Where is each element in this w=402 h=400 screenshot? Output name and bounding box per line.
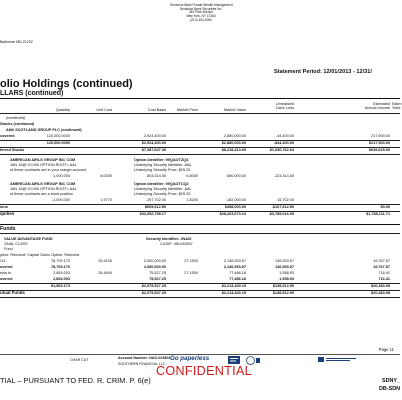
address-line: (212) 454-0000 bbox=[190, 17, 212, 22]
option-detail: JAN 15@ 20.000 OPTION ROOT= AAL bbox=[10, 163, 77, 167]
confidential-stamp: CONFIDENTIAL bbox=[156, 364, 252, 378]
address-line: Deutsche Bank Private Wealth Management bbox=[170, 3, 233, 7]
section-rule bbox=[0, 224, 400, 225]
stocks-continued-label: Stocks (continued) bbox=[0, 122, 35, 126]
col-cost-basis: Cost Basis bbox=[147, 108, 166, 112]
cell-income: $20,483.98 bbox=[370, 291, 390, 295]
footer-small-text: CHAR CUT bbox=[70, 358, 89, 362]
confidentiality-notice: TIAL – PURSUANT TO FED. R. CRIM. P. 6(e) bbox=[0, 376, 151, 385]
brand-logo-icon bbox=[318, 356, 358, 363]
cell-income: 19,767.57 bbox=[373, 259, 390, 263]
cell-unrealized: $1,030,762.64 bbox=[269, 148, 294, 152]
cell-cost-basis: $2,075,527.25 bbox=[141, 284, 166, 288]
option-identifier: Option Identifier: 99QAOTZQ4 bbox=[134, 158, 189, 162]
cell-unit-cost: 1.9770 bbox=[100, 198, 112, 202]
cell-unrealized: $138,912.90 bbox=[272, 284, 294, 288]
dividend-option: ption: Reinvest; Capital Gains Option: Reinvest bbox=[0, 253, 80, 257]
cell-market-value: 77,486.18 bbox=[229, 271, 246, 275]
underlying-identifier: Underlying Security Identifier: AAL bbox=[134, 187, 192, 191]
cell-unrealized: 1,958.93 bbox=[279, 277, 294, 281]
cell-cost-basis: 2,924,400.00 bbox=[143, 134, 166, 138]
underlying-price: Underlying Security Price: $25.25 bbox=[134, 192, 191, 196]
option-detail: JAN 15@ 20.000 OPTION ROOT= AAL bbox=[10, 187, 77, 191]
fund-class: ONAL CLASS bbox=[4, 242, 28, 246]
cell-market-value: $498,000.00 bbox=[224, 205, 246, 209]
address-line: Deutsche Bank Securities Inc. bbox=[179, 6, 223, 11]
subtotal-label: utual Funds bbox=[0, 290, 25, 295]
cell-market-value: 77,486.18 bbox=[229, 277, 246, 281]
cell-market-value: $8,418,410.00 bbox=[221, 148, 246, 152]
cell-cost-basis: $7,387,647.36 bbox=[141, 148, 166, 152]
go-paperless-logo: Go paperless bbox=[170, 355, 210, 362]
option-name: AMERICAN AIRLS GROUP INC COM bbox=[10, 158, 76, 162]
page-number: Page 11 bbox=[378, 347, 394, 352]
subtotal-label: quities bbox=[0, 211, 15, 216]
option-name: AMERICAN AIRLS GROUP INC COM bbox=[10, 182, 76, 186]
cell-unrealized: -123,314.50 bbox=[273, 174, 294, 178]
cell-market-value: $28,263,673.24 bbox=[219, 212, 246, 216]
cell-cost-basis: -197,702.00 bbox=[145, 198, 166, 202]
cell-market-price: 27.1500 bbox=[184, 259, 198, 263]
cell-income: $1,788,111.71 bbox=[366, 212, 390, 216]
row-rule bbox=[0, 211, 400, 212]
custodian-address-block bbox=[170, 4, 232, 23]
advisor-name: SOUTHERN FINANCIAL LLC bbox=[118, 362, 166, 366]
cell-unrealized: -$107,612.50 bbox=[271, 205, 294, 209]
cell-market-price: 1.8200 bbox=[186, 198, 198, 202]
row-label: overed bbox=[0, 277, 13, 281]
client-address-fragment: Baltimore MD 21202 bbox=[0, 40, 33, 44]
account-number: Account Number: NAG-023804 bbox=[118, 356, 171, 360]
cell-income: $20,483.98 bbox=[370, 284, 390, 288]
cell-quantity: -1,000.000 bbox=[51, 198, 70, 202]
cell-quantity: 2,854.003 bbox=[53, 277, 70, 281]
option-detail: of these contracts are in your margin account bbox=[10, 168, 86, 172]
col-quantity: Quantity bbox=[55, 108, 70, 112]
cell-income: 217,500.00 bbox=[370, 134, 390, 138]
option-identifier: Option Identifier: 99QAOTCQ2 bbox=[134, 182, 189, 186]
cell-cost-basis: 2,000,000.00 bbox=[143, 265, 166, 269]
col-unrealized: Unrealized Gain/ Loss bbox=[275, 102, 294, 111]
subtotal-label: ferred Stocks bbox=[0, 148, 25, 152]
cell-market-value: -182,000.00 bbox=[225, 198, 246, 202]
cell-unrealized: $138,912.90 bbox=[272, 291, 294, 295]
cell-unrealized: -44,400.00 bbox=[275, 134, 294, 138]
address-line: New York, NY 10154 bbox=[186, 14, 216, 19]
cell-market-value: $2,880,000.00 bbox=[221, 141, 246, 145]
fund-name: VALUE ADVANTAGE FUND bbox=[4, 237, 53, 241]
row-label: overed bbox=[0, 265, 13, 269]
col-market-value: Market Value bbox=[223, 108, 246, 112]
bates-number: SDNY_ bbox=[382, 378, 400, 384]
cell-unrealized: 1,958.93 bbox=[279, 271, 294, 275]
cell-unrealized: -$44,400.00 bbox=[273, 141, 294, 145]
cell-cost-basis: 803,314.50 bbox=[146, 174, 166, 178]
row-rule bbox=[0, 154, 400, 155]
cell-quantity: 78,709.170 bbox=[50, 259, 70, 263]
row-label: /13 bbox=[0, 259, 6, 263]
cell-cost-basis: 2,000,000.00 bbox=[143, 259, 166, 263]
cell-income: $0.00 bbox=[380, 205, 390, 209]
underlying-identifier: Underlying Security Identifier: AAL bbox=[134, 163, 192, 167]
section-title: Funds bbox=[0, 226, 16, 232]
cell-cost-basis: 75,527.25 bbox=[149, 271, 166, 275]
cell-quantity: 120,000.0000 bbox=[46, 141, 70, 145]
cell-unrealized: -$3,789,016.93 bbox=[268, 212, 294, 216]
cell-unit-cost: 26.4640 bbox=[98, 271, 112, 275]
cell-market-value: 680,000.00 bbox=[226, 174, 246, 178]
col-market-price: Market Price bbox=[176, 108, 198, 112]
cell-quantity: 120,000.0000 bbox=[46, 134, 70, 138]
row-label: covered bbox=[0, 134, 15, 138]
cell-quantity: 81,563.173 bbox=[50, 284, 70, 288]
row-label: ents to bbox=[0, 271, 12, 275]
security-identifier: Security Identifier: JNAIX bbox=[146, 237, 192, 241]
cell-cost-basis: $32,052,798.17 bbox=[139, 212, 166, 216]
underlying-price: Underlying Security Price: $25.25 bbox=[134, 168, 191, 172]
cell-quantity: 2,854.003 bbox=[53, 271, 70, 275]
cell-unrealized: 15,702.00 bbox=[277, 198, 294, 202]
cell-market-value: 2,136,953.97 bbox=[223, 259, 246, 263]
row-rule bbox=[0, 204, 400, 205]
continued-label: (continued) bbox=[6, 116, 25, 120]
cell-market-price: 27.1500 bbox=[184, 271, 198, 275]
cell-income: $649,625.00 bbox=[368, 148, 390, 152]
cell-market-value: 2,880,000.00 bbox=[223, 134, 246, 138]
cell-cost-basis: 75,527.25 bbox=[149, 277, 166, 281]
row-rule bbox=[0, 297, 400, 298]
cell-cost-basis: $2,924,400.00 bbox=[141, 141, 166, 145]
cell-unrealized: 136,953.97 bbox=[274, 259, 294, 263]
cell-income: 19,767.57 bbox=[373, 265, 390, 269]
fund-type: Fund bbox=[4, 247, 13, 251]
statement-period: Statement Period: 12/01/2013 - 12/31/ bbox=[274, 69, 372, 75]
cell-income: 716.41 bbox=[378, 271, 390, 275]
page-title: olio Holdings (continued) bbox=[0, 78, 133, 90]
bates-number: DB-SDN bbox=[379, 386, 400, 392]
cell-quantity: 1,000.000 bbox=[53, 174, 70, 178]
column-rule bbox=[0, 113, 400, 114]
cell-market-value: 2,136,953.97 bbox=[223, 265, 246, 269]
col-unit-cost: Unit Cost bbox=[96, 108, 112, 112]
row-rule bbox=[0, 290, 400, 291]
col-estimated-yield: Estim Yield bbox=[392, 102, 402, 111]
address-line: 345 Park Avenue bbox=[188, 10, 214, 15]
cell-market-price: 6.8000 bbox=[186, 174, 198, 178]
cell-unrealized: 136,953.97 bbox=[274, 265, 294, 269]
cusip: CUSIP: 481242897 bbox=[160, 242, 193, 246]
award-logo-icon bbox=[228, 356, 240, 364]
cell-market-value: $2,214,440.15 bbox=[221, 284, 246, 288]
cell-unit-cost: 25.4100 bbox=[98, 259, 112, 263]
option-detail: of these contracts are a short position bbox=[10, 192, 74, 196]
cell-income: $217,500.00 bbox=[368, 141, 390, 145]
cell-income: 716.41 bbox=[378, 277, 390, 281]
cell-cost-basis: $2,075,527.25 bbox=[141, 291, 166, 295]
cell-cost-basis: $605,612.50 bbox=[144, 205, 166, 209]
security-name: ANK SCOTLAND GROUP PLC (continued) bbox=[6, 128, 82, 132]
cell-unit-cost: 8.0030 bbox=[100, 174, 112, 178]
subtotal-label: ions bbox=[0, 205, 8, 209]
row-rule bbox=[0, 147, 400, 148]
cell-market-value: $2,214,440.15 bbox=[221, 291, 246, 295]
section-rule bbox=[0, 233, 400, 234]
cell-quantity: 78,709.170 bbox=[50, 265, 70, 269]
page-subtitle: LLARS (continued) bbox=[0, 90, 64, 97]
col-estimated-income: Estimated Annual Income bbox=[364, 102, 390, 111]
header-rule bbox=[0, 98, 400, 99]
